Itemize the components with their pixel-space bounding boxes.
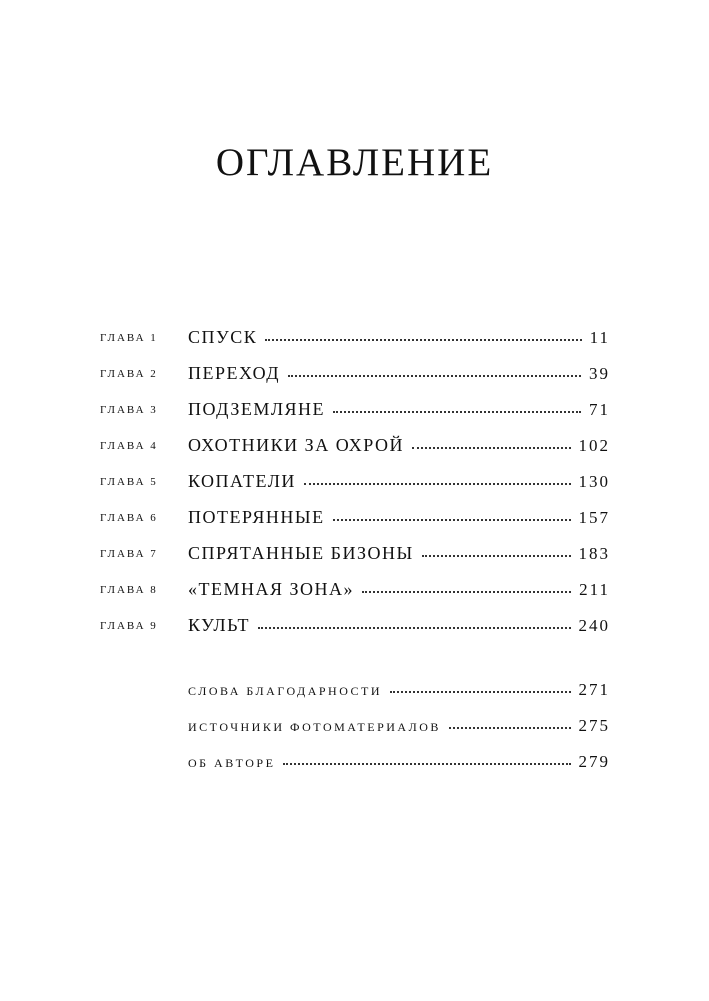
toc-entry-chapter-6[interactable]	[100, 500, 610, 530]
chapter-title: КОПАТЕЛИ	[188, 471, 296, 491]
page-title: ОГЛАВЛЕНИЕ	[215, 141, 494, 184]
dot-leader	[333, 411, 581, 413]
page-number: 130	[578, 472, 610, 491]
page-number: 183	[578, 544, 610, 563]
dot-leader	[412, 447, 570, 449]
toc-entry-chapter-3[interactable]	[100, 392, 610, 422]
chapter-label: ГЛАВА 8	[100, 584, 158, 596]
page-number: 157	[578, 508, 610, 527]
chapter-title: ПОДЗЕМЛЯНЕ	[188, 399, 326, 419]
toc-entry-chapter-5[interactable]	[100, 464, 610, 494]
dot-leader	[390, 691, 570, 693]
page-number: 102	[578, 436, 610, 455]
chapter-label: ГЛАВА 5	[100, 476, 158, 488]
chapter-title: КУЛЬТ	[188, 615, 251, 635]
chapter-label: ГЛАВА 7	[100, 548, 158, 560]
page-number: 279	[578, 752, 610, 771]
chapter-label: ГЛАВА 4	[100, 440, 158, 452]
dot-leader	[288, 375, 581, 377]
dot-leader	[333, 519, 571, 521]
toc-entry-photo-sources[interactable]	[100, 708, 610, 738]
page-number: 275	[578, 716, 610, 735]
toc-entry-about-author[interactable]	[100, 744, 610, 774]
toc-entry-chapter-9[interactable]	[100, 608, 610, 638]
toc-entry-chapter-8[interactable]	[100, 572, 610, 602]
back-matter-title: ОБ АВТОРЕ	[188, 756, 276, 770]
page-number: 271	[578, 680, 610, 699]
toc-entry-acknowledgements[interactable]	[100, 672, 610, 702]
chapter-title: «ТЕМНАЯ ЗОНА»	[188, 579, 355, 599]
dot-leader	[304, 483, 571, 485]
chapter-title: ПОТЕРЯННЫЕ	[188, 507, 325, 527]
page-number: 71	[589, 400, 610, 419]
chapter-label: ГЛАВА 6	[100, 512, 158, 524]
chapter-title: СПУСК	[188, 327, 258, 347]
dot-leader	[265, 339, 581, 341]
page-number: 39	[589, 364, 610, 383]
chapter-label: ГЛАВА 3	[100, 404, 158, 416]
chapter-label: ГЛАВА 2	[100, 368, 158, 380]
chapter-title: ПЕРЕХОД	[188, 363, 280, 383]
back-matter-title: ИСТОЧНИКИ ФОТОМАТЕРИАЛОВ	[188, 720, 441, 734]
dot-leader	[422, 555, 571, 557]
chapter-label: ГЛАВА 1	[100, 332, 158, 344]
chapter-label: ГЛАВА 9	[100, 620, 158, 632]
dot-leader	[258, 627, 570, 629]
page-number: 211	[579, 580, 610, 599]
toc-entry-chapter-2[interactable]	[100, 356, 610, 386]
toc-entry-chapter-1[interactable]	[100, 320, 610, 350]
page-number: 11	[589, 328, 610, 347]
dot-leader	[449, 727, 571, 729]
chapter-title: СПРЯТАННЫЕ БИЗОНЫ	[188, 543, 414, 563]
chapter-title: ОХОТНИКИ ЗА ОХРОЙ	[188, 435, 405, 455]
toc-entry-chapter-4[interactable]	[100, 428, 610, 458]
dot-leader	[362, 591, 571, 593]
toc-entry-chapter-7[interactable]	[100, 536, 610, 566]
dot-leader	[283, 763, 570, 765]
back-matter-title: СЛОВА БЛАГОДАРНОСТИ	[188, 684, 383, 698]
page-number: 240	[578, 616, 610, 635]
